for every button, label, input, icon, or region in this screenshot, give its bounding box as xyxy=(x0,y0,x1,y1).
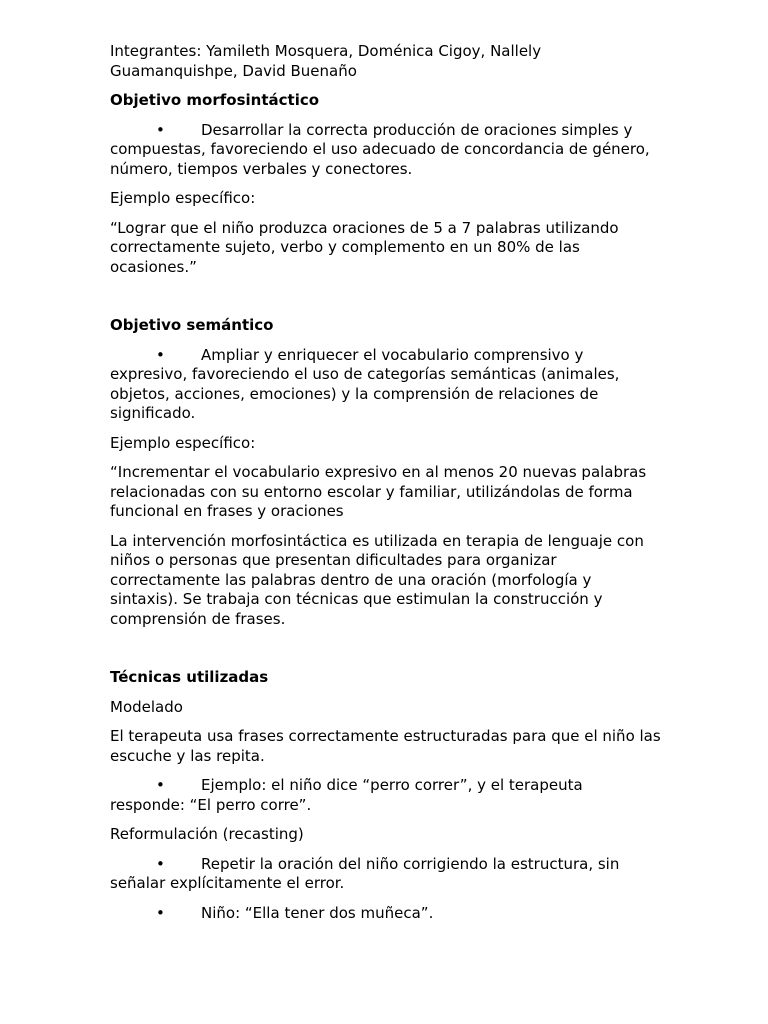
bullet-icon: • xyxy=(156,776,165,794)
bullet-icon: • xyxy=(156,345,165,364)
members-line: Integrantes: Yamileth Mosquera, Doménica Cigoy, Nallely Guamanquishpe, David Buenaño xyxy=(110,42,542,80)
semantico-bullet xyxy=(110,346,662,424)
section-spacer xyxy=(110,287,662,316)
bullet-icon: • xyxy=(156,120,165,139)
reformulacion-label: Reformulación (recasting) xyxy=(110,825,304,843)
bullet-icon: • xyxy=(156,903,165,922)
morfosintactico-example-text: “Lograr que el niño produzca oraciones de 5 a 7 palabras utilizando correctamente sujeto, verbo y complemento en un 80% de las ocasiones.” xyxy=(110,218,619,276)
bullet-icon: • xyxy=(156,854,165,873)
modelado-label: Modelado xyxy=(110,697,183,716)
morfosintactico-bullet-text: Desarrollar la correcta producción de oraciones simples y compuestas, favoreciendo el uso adecuado de concordancia de género, número, tiempos verbales y conectores. xyxy=(110,120,650,178)
morfosintactico-heading: Objetivo morfosintáctico xyxy=(110,91,320,109)
modelado-bullet xyxy=(110,776,662,815)
morfosintactico-bullet xyxy=(110,121,662,180)
semantico-example-label: Ejemplo específico: xyxy=(110,433,256,452)
tecnicas-heading: Técnicas utilizadas xyxy=(110,668,269,686)
intervention-paragraph: La intervención morfosintáctica es utilizada en terapia de lenguaje con niños o personas que presentan dificultades para organizar correctamente las palabras dentro de una oración (morfología y sintaxis). Se trabaja con técnicas que estimulan la construcción y comprensión de frases. xyxy=(110,531,644,628)
nino-bullet-text: Niño: “Ella tener dos muñeca”. xyxy=(201,903,434,922)
nino-bullet xyxy=(110,904,662,924)
morfosintactico-example-label: Ejemplo específico: xyxy=(110,189,256,207)
reformulacion-bullet-text: Repetir la oración del niño corrigiendo la estructura, sin señalar explícitamente el error. xyxy=(110,854,620,892)
section-spacer xyxy=(110,639,662,668)
reformulacion-bullet xyxy=(110,855,662,894)
modelado-bullet-text: Ejemplo: el niño dice “perro correr”, y el terapeuta responde: “El perro corre”. xyxy=(110,776,583,814)
document-page xyxy=(110,42,662,933)
semantico-bullet-text: Ampliar y enriquecer el vocabulario comprensivo y expresivo, favoreciendo el uso de categorías semánticas (animales, objetos, acciones, emociones) y la comprensión de relaciones de significado. xyxy=(110,345,620,422)
semantico-example-text: “Incrementar el vocabulario expresivo en al menos 20 nuevas palabras relacionadas con su entorno escolar y familiar, utilizándolas de forma funcional en frases y oraciones xyxy=(110,463,647,520)
semantico-heading: Objetivo semántico xyxy=(110,316,274,334)
modelado-text: El terapeuta usa frases correctamente estructuradas para que el niño las escuche y las repita. xyxy=(110,727,661,765)
